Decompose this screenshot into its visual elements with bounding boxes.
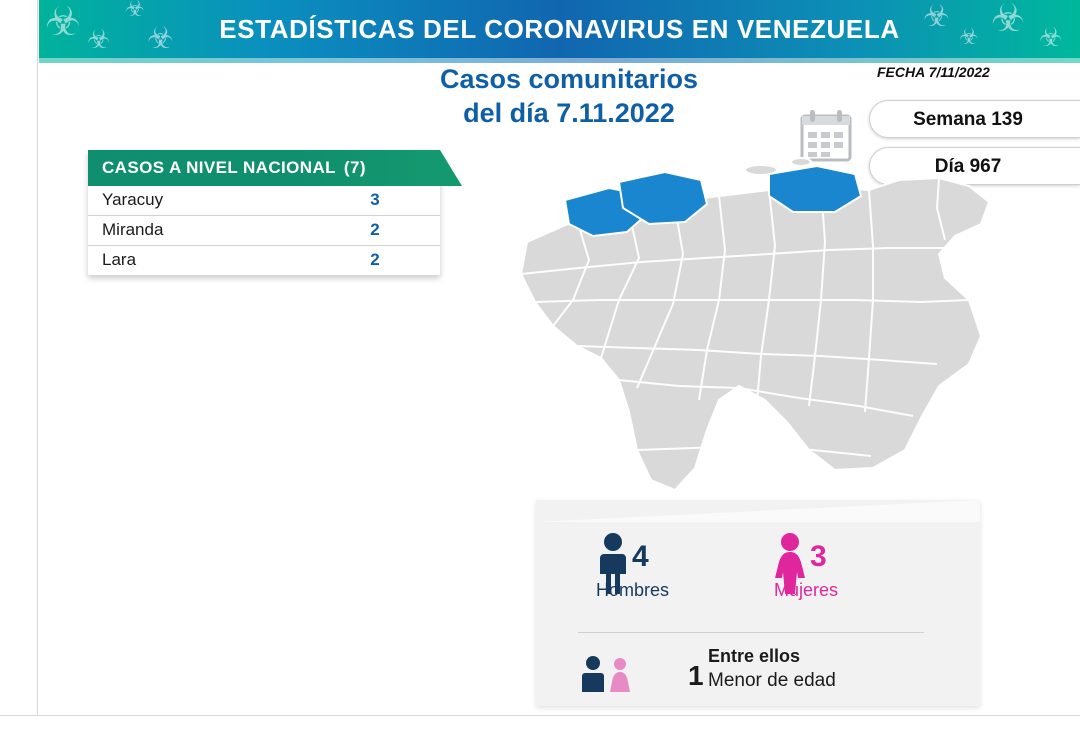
- two-children-icon: [578, 654, 636, 697]
- table-row: [88, 216, 440, 246]
- national-cases-table: [88, 186, 440, 275]
- female-label: Mujeres: [774, 580, 839, 600]
- table-row: [88, 246, 440, 276]
- minors-count: 1: [688, 660, 704, 691]
- gender-breakdown-panel: [536, 500, 980, 706]
- virus-icon: ☣: [125, 0, 145, 21]
- virus-icon: ☣: [923, 0, 950, 33]
- virus-icon: ☣: [147, 22, 174, 55]
- infographic-canvas: [39, 0, 1080, 715]
- virus-icon: ☣: [1039, 22, 1063, 52]
- gender-row: [536, 528, 980, 624]
- table-row: [88, 186, 440, 216]
- national-cases-total: (7): [343, 158, 366, 177]
- day-badge: Día 967: [869, 147, 1080, 185]
- state-miranda: [769, 166, 861, 212]
- minors-intro-label: Entre ellos: [708, 646, 801, 666]
- national-cases-header-label: CASOS A NIVEL NACIONAL: [102, 158, 336, 177]
- panel-divider: [578, 632, 924, 633]
- minors-label: Menor de edad: [708, 670, 836, 691]
- state-cases: 2: [306, 246, 440, 276]
- state-name: Yaracuy: [88, 186, 306, 216]
- banner-title: ESTADÍSTICAS DEL CORONAVIRUS EN VENEZUELA: [219, 14, 900, 44]
- national-cases-header: [88, 150, 440, 186]
- state-cases: 2: [306, 216, 440, 246]
- venezuela-map: [469, 150, 1069, 510]
- state-name: Lara: [88, 246, 306, 276]
- male-count: 4: [632, 540, 649, 573]
- virus-icon: ☣: [959, 24, 979, 49]
- subtitle-line-1: Casos comunitarios: [439, 64, 699, 94]
- week-badge: Semana 139: [869, 100, 1080, 138]
- state-cases: 3: [306, 186, 440, 216]
- header-banner: [39, 0, 1080, 58]
- female-count: 3: [810, 540, 827, 573]
- minors-row: [536, 642, 980, 702]
- national-cases-card: [88, 150, 440, 275]
- subtitle-line-2: del día 7.11.2022: [463, 98, 675, 128]
- page-left-margin: [0, 0, 38, 733]
- virus-icon: ☣: [991, 0, 1026, 40]
- virus-icon: ☣: [45, 0, 81, 44]
- male-label: Hombres: [596, 580, 670, 600]
- virus-icon: ☣: [87, 24, 111, 54]
- page-bottom-margin: [0, 715, 1080, 733]
- date-label: FECHA 7/11/2022: [877, 64, 990, 80]
- state-name: Miranda: [88, 216, 306, 246]
